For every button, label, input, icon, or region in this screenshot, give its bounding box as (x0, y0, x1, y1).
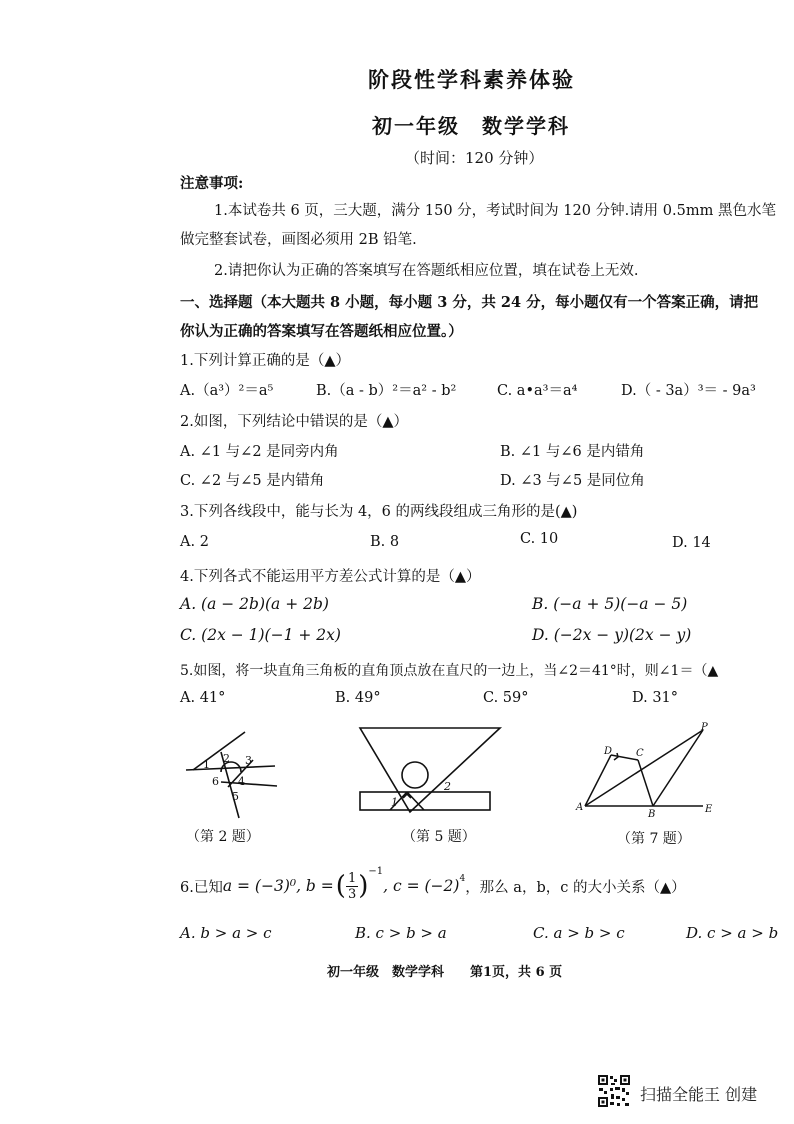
q3-option-b: B. 8 (370, 534, 400, 550)
fig5-label-2: 2 (444, 780, 451, 793)
q3-stem: 3.下列各线段中，能与长为 4，6 的两线段组成三角形的是(▲) (180, 504, 578, 520)
figure-q5-diagram (355, 720, 505, 830)
q2-option-c: C. ∠2 与∠5 是内错角 (180, 473, 325, 489)
q6-stem-post: ，那么 a，b，c 的大小关系（▲） (465, 879, 686, 896)
fig2-label-3: 3 (245, 754, 252, 767)
figure-q5-caption: （第 5 题） (402, 829, 476, 845)
q5-option-c: C. 59° (483, 690, 529, 706)
section1-line1: 一、选择题（本大题共 8 小题，每小题 3 分，共 24 分，每小题仅有一个答案正确，请把 (180, 294, 759, 311)
q4-option-b: B. (−a + 5)(−a − 5) (532, 595, 688, 613)
q5-option-a: A. 41° (180, 690, 226, 706)
q6-expr-c: , c = (−2) (383, 877, 460, 895)
q2-option-b: B. ∠1 与∠6 是内错角 (500, 444, 645, 460)
fig2-label-4: 4 (238, 775, 245, 788)
q6-c-exponent: 4 (459, 874, 466, 884)
q6-paren-right: ) (358, 871, 369, 901)
scanner-watermark: 扫描全能王 创建 (640, 1085, 758, 1104)
q5-stem: 5.如图，将一块直角三角板的直角顶点放在直尺的一边上，当∠2＝41°时，则∠1＝（▲ (180, 663, 719, 679)
fig7-label-C: C (636, 748, 644, 759)
q6-frac-num: 1 (347, 870, 357, 886)
fig2-label-1: 1 (203, 758, 210, 771)
fig7-label-A: A (576, 802, 584, 813)
q4-option-d: D. (−2x − y)(2x − y) (532, 626, 692, 644)
q6-frac-den: 3 (347, 886, 357, 902)
fig7-label-B: B (648, 809, 656, 820)
q5-option-d: D. 31° (632, 690, 679, 706)
figure-q2-diagram (183, 722, 283, 822)
page-subtitle: 初一年级 数学学科 (372, 114, 570, 138)
q2-option-d: D. ∠3 与∠5 是同位角 (500, 473, 645, 489)
fig7-label-D: D (604, 746, 613, 757)
page-footer: 初一年级 数学学科 第1页，共 6 页 (327, 965, 563, 980)
q5-option-b: B. 49° (335, 690, 381, 706)
page-title: 阶段性学科素养体验 (368, 67, 575, 92)
q6-exponent: −1 (368, 866, 384, 877)
section1-line2: 你认为正确的答案填写在答题纸相应位置。） (180, 323, 463, 340)
q4-stem: 4.下列各式不能运用平方差公式计算的是（▲） (180, 569, 481, 585)
q1-option-c: C. a•a³＝a⁴ (497, 383, 578, 399)
notes-item1-line2: 做完整套试卷，画图必须用 2B 铅笔. (180, 232, 417, 248)
figure-q7-caption: （第 7 题） (617, 831, 691, 847)
q3-option-d: D. 14 (672, 535, 711, 551)
figure-q2-caption: （第 2 题） (186, 829, 260, 845)
q1-option-d: D.（ - 3a）³＝ - 9a³ (621, 383, 756, 399)
q2-stem: 2.如图，下列结论中错误的是（▲） (180, 414, 408, 430)
notes-item2: 2.请把你认为正确的答案填写在答题纸相应位置，填在试卷上无效. (214, 263, 639, 279)
q6-stem-pre: 6.已知 (180, 879, 223, 896)
q6-paren-left: ( (335, 871, 346, 901)
fig7-label-P: P (701, 722, 708, 733)
exam-time: （时间：120 分钟） (405, 149, 544, 167)
q2-option-a: A. ∠1 与∠2 是同旁内角 (180, 444, 339, 460)
q3-option-c: C. 10 (520, 531, 559, 547)
q6-option-c: C. a > b > c (533, 924, 625, 942)
q1-stem: 1.下列计算正确的是（▲） (180, 353, 350, 369)
q6-expr-ab: a = (−3)⁰, b = (222, 877, 334, 895)
figure-q7-diagram (573, 720, 718, 820)
q6-option-b: B. c > b > a (355, 924, 447, 942)
q6-option-a: A. b > a > c (180, 924, 272, 942)
notes-heading: 注意事项: (180, 175, 244, 192)
fig2-label-2: 2 (223, 752, 230, 765)
fig5-label-1: 1 (391, 796, 398, 809)
fig2-label-6: 6 (212, 775, 219, 788)
q6-fraction (346, 871, 358, 902)
notes-item1-line1: 1.本试卷共 6 页，三大题，满分 150 分，考试时间为 120 分钟.请用 0.5mm 黑色水笔 (214, 203, 776, 219)
q1-option-a: A.（a³）²＝a⁵ (180, 383, 274, 399)
fig2-label-5: 5 (232, 790, 239, 803)
q3-option-a: A. 2 (180, 534, 209, 550)
qr-code-icon (597, 1074, 631, 1108)
fig7-label-E: E (705, 804, 713, 815)
q6-option-d: D. c > a > b (686, 924, 779, 942)
q6-stem (180, 868, 686, 904)
q4-option-c: C. (2x − 1)(−1 + 2x) (180, 626, 341, 644)
q4-option-a: A. (a − 2b)(a + 2b) (180, 595, 329, 613)
q1-option-b: B.（a - b）²＝a² - b² (316, 383, 457, 399)
